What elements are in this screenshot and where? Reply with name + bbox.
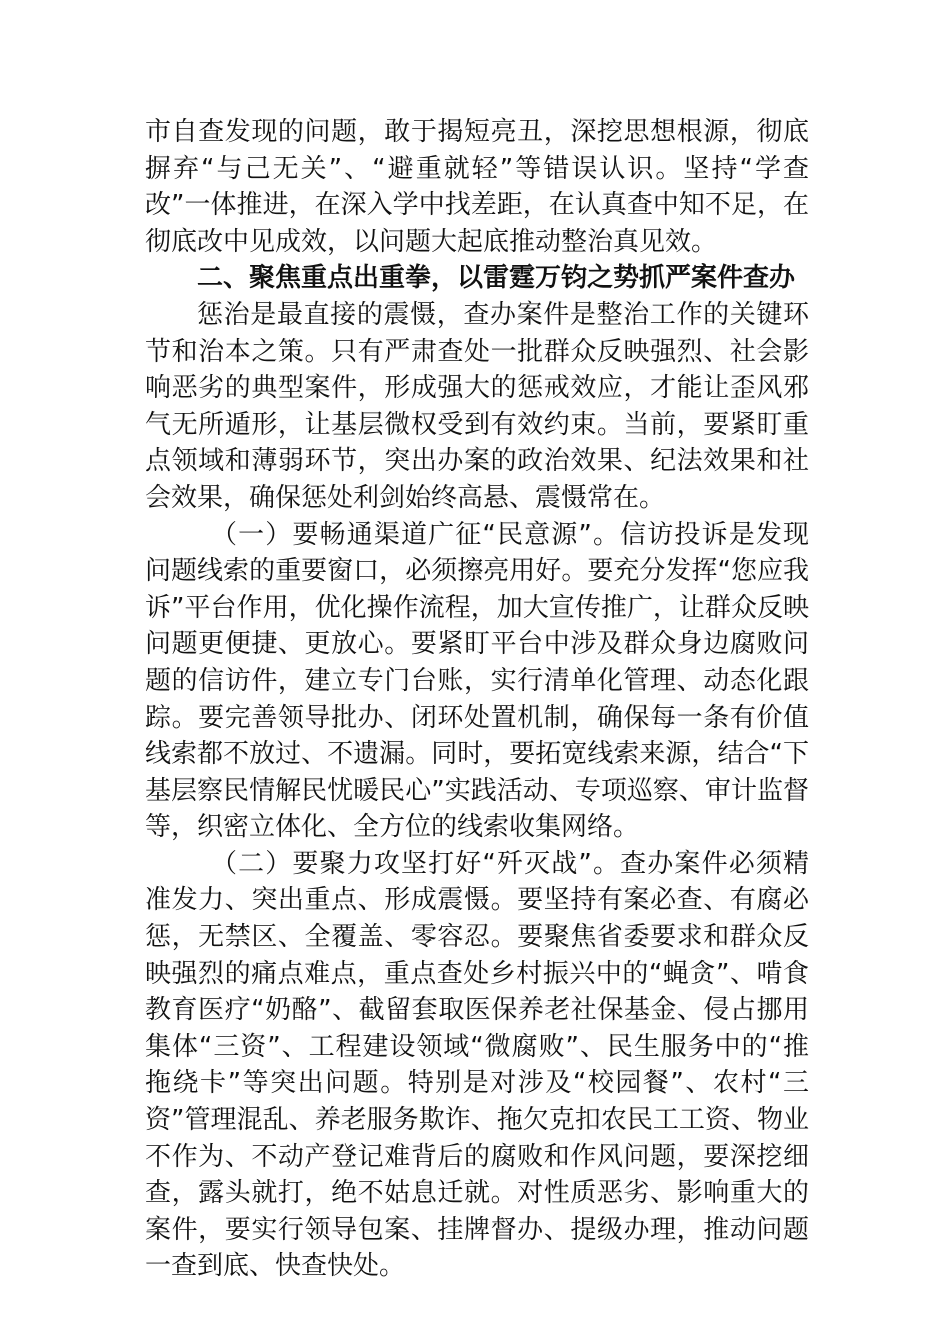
paragraph-subsection-2-crackdown: （二）要聚力攻坚打好“歼灭战”。查办案件必须精准发力、突出重点、形成震慑。要坚持有案必查、有腐必惩，无禁区、全覆盖、零容忍。要聚焦省委要求和群众反映强烈的痛点难点，重点查处乡村振兴中的“蝇贪”、啃食教育医疗“奶酪”、截留套取医保养老社保基金、侵占挪用集体“三资”、工程建设领域“微腐败”、民生服务中的“推拖绕卡”等突出问题。特别是对涉及“校园餐”、农村“三资”管理混乱、养老服务欺诈、拖欠克扣农民工工资、物业不作为、不动产登记难背后的腐败和作风问题，要深挖细查，露头就打，绝不姑息迁就。对性质恶劣、影响重大的案件，要实行领导包案、挂牌督办、提级办理，推动问题一查到底、快查快处。 xyxy=(145,848,809,1282)
paragraph-subsection-1-public-opinion: （一）要畅通渠道广征“民意源”。信访投诉是发现问题线索的重要窗口，必须擦亮用好。要充分发挥“您应我诉”平台作用，优化操作流程，加大宣传推广，让群众反映问题更便捷、更放心。要紧盯平台中涉及群众身边腐败问题的信访件，建立专门台账，实行清单化管理、动态化跟踪。要完善领导批办、闭环处置机制，确保每一条有价值线索都不放过、不遗漏。同时，要拓宽线索来源，结合“下基层察民情解民忧暖民心”实践活动、专项巡察、审计监督等，织密立体化、全方位的线索收集网络。 xyxy=(145,519,809,843)
document-body xyxy=(145,114,809,1285)
paragraph-punishment-deterrence: 惩治是最直接的震慑，查办案件是整治工作的关键环节和治本之策。只有严肃查处一批群众反映强烈、社会影响恶劣的典型案件，形成强大的惩戒效应，才能让歪风邪气无所遁形，让基层微权受到有效约束。当前，要紧盯重点领域和薄弱环节，突出办案的政治效果、纪法效果和社会效果，确保惩处利剑始终高悬、震慑常在。 xyxy=(145,299,809,513)
paragraph-self-check-continuation: 市自查发现的问题，敢于揭短亮丑，深挖思想根源，彻底摒弃“与己无关”、“避重就轻”等错误认识。坚持“学查改”一体推进，在深入学中找差距，在认真查中知不足，在彻底改中见成效，以问题大起底推动整治真见效。 xyxy=(145,117,809,257)
section-heading-case-handling: 二、聚焦重点出重拳，以雷霆万钧之势抓严案件查办 xyxy=(197,263,796,294)
